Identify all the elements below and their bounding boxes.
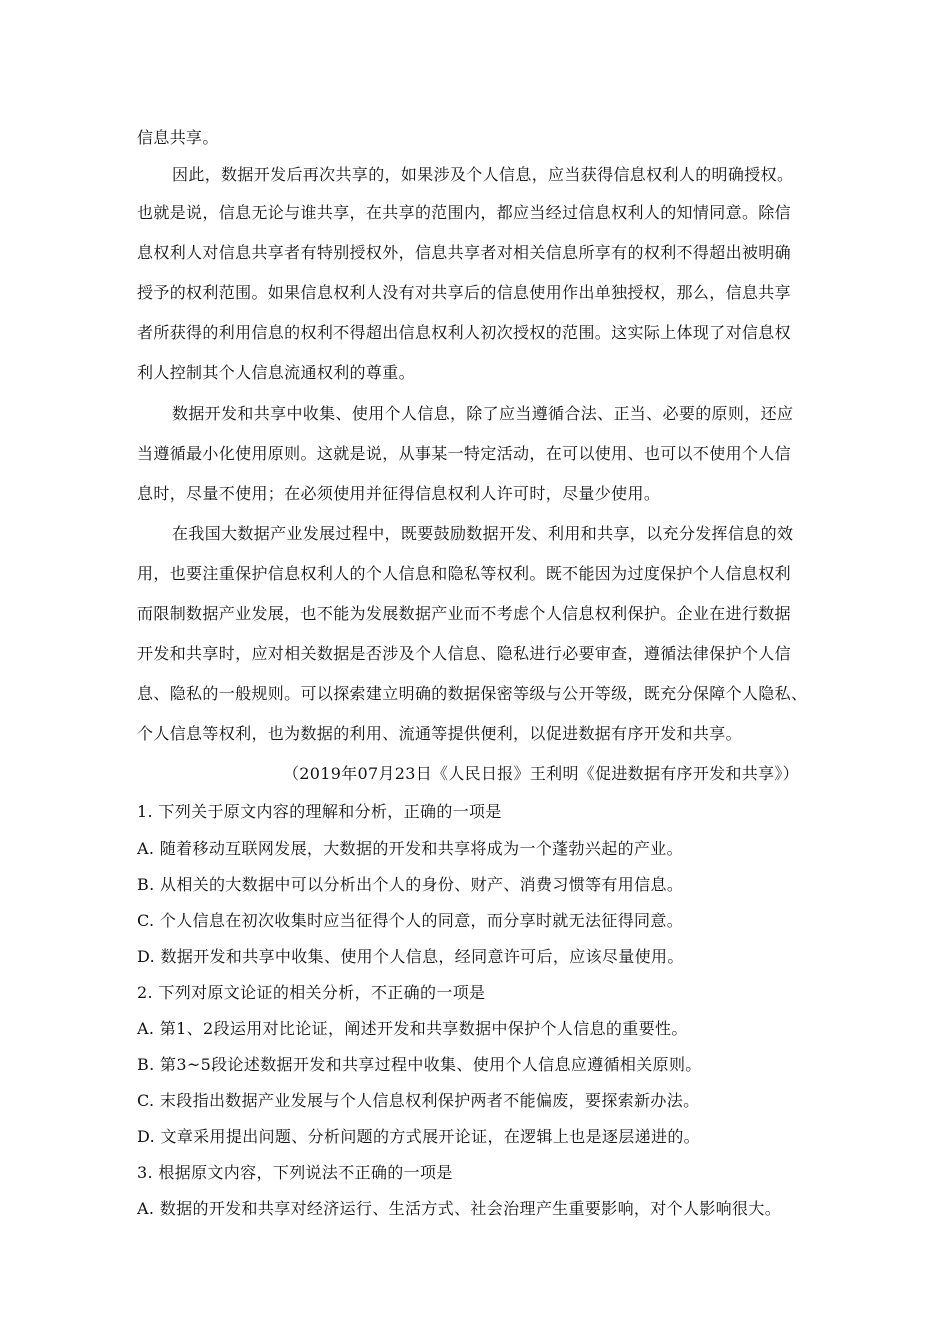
paragraph-line: 而限制数据产业发展，也不能为发展数据产业而不考虑个人信息权利保护。企业在进行数据 [137, 604, 792, 623]
answer-option: A. 随着移动互联网发展，大数据的开发和共享将成为一个蓬勃兴起的产业。 [137, 839, 683, 858]
answer-option: D. 文章采用提出问题、分析问题的方式展开论证，在逻辑上也是逐层递进的。 [137, 1127, 701, 1146]
paragraph-line: 息、隐私的一般规则。可以探索建立明确的数据保密等级与公开等级，既充分保障个人隐私、 [137, 684, 808, 703]
question-stem: 3. 根据原文内容，下列说法不正确的一项是 [137, 1163, 453, 1182]
question-stem: 1. 下列关于原文内容的理解和分析，正确的一项是 [137, 802, 502, 821]
paragraph-line: 息权利人对信息共享者有特别授权外，信息共享者对相关信息所享有的权利不得超出被明确 [137, 243, 792, 262]
answer-option: B. 第3~5段论述数据开发和共享过程中收集、使用个人信息应遵循相关原则。 [137, 1055, 702, 1074]
answer-option: B. 从相关的大数据中可以分析出个人的身份、财产、消费习惯等有用信息。 [137, 875, 684, 894]
answer-option: C. 个人信息在初次收集时应当征得个人的同意，而分享时就无法征得同意。 [137, 911, 684, 930]
question-stem: 2. 下列对原文论证的相关分析，不正确的一项是 [137, 983, 486, 1002]
paragraph-line: 授予的权利范围。如果信息权利人没有对共享后的信息使用作出单独授权，那么，信息共享 [137, 283, 792, 302]
paragraph-line: 用，也要注重保护信息权利人的个人信息和隐私等权利。既不能因为过度保护个人信息权利 [137, 564, 792, 583]
paragraph-line: 也就是说，信息无论与谁共享，在共享的范围内，都应当经过信息权利人的知情同意。除信 [137, 203, 792, 222]
paragraph-line: 开发和共享时，应对相关数据是否涉及个人信息、隐私进行必要审查，遵循法律保护个人信 [137, 644, 792, 663]
paragraph-line: 信息共享。 [137, 128, 219, 147]
paragraph-line: 个人信息等权利，也为数据的利用、流通等提供便利，以促进数据有序开发和共享。 [137, 724, 742, 743]
answer-option: C. 末段指出数据产业发展与个人信息权利保护两者不能偏废，要探索新办法。 [137, 1091, 700, 1110]
source-citation: （2019年07月23日《人民日报》王利明《促进数据有序开发和共享》） [283, 764, 799, 783]
answer-option: A. 第1、2段运用对比论证，阐述开发和共享数据中保护个人信息的重要性。 [137, 1019, 688, 1038]
paragraph-line: 数据开发和共享中收集、使用个人信息，除了应当遵循合法、正当、必要的原则，还应 [172, 404, 794, 423]
paragraph-line: 利人控制其个人信息流通权利的尊重。 [137, 363, 415, 382]
answer-option: A. 数据的开发和共享对经济运行、生活方式、社会治理产生重要影响，对个人影响很大。 [137, 1199, 782, 1218]
answer-option: D. 数据开发和共享中收集、使用个人信息，经同意许可后，应该尽量使用。 [137, 947, 684, 966]
paragraph-line: 者所获得的利用信息的权利不得超出信息权利人初次授权的范围。这实际上体现了对信息权 [137, 323, 792, 342]
paragraph-line: 在我国大数据产业发展过程中，既要鼓励数据开发、利用和共享，以充分发挥信息的效 [172, 524, 794, 543]
paragraph-line: 当遵循最小化使用原则。这就是说，从事某一特定活动，在可以使用、也可以不使用个人信 [137, 444, 792, 463]
paragraph-line: 因此，数据开发后再次共享的，如果涉及个人信息，应当获得信息权利人的明确授权。 [172, 165, 794, 184]
paragraph-line: 息时，尽量不使用；在必须使用并征得信息权利人许可时，尽量少使用。 [137, 484, 661, 503]
